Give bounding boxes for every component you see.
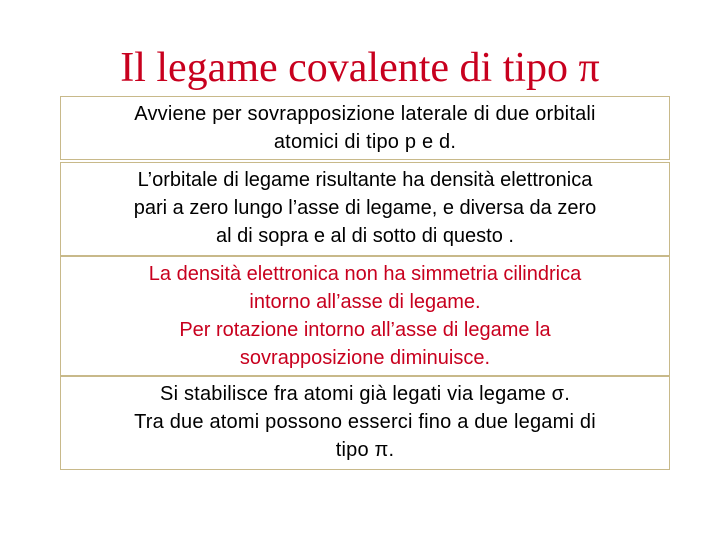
text-line: atomici di tipo p e d. (273, 131, 457, 153)
text-line: tipo π. (335, 439, 395, 461)
text-line: Avviene per sovrapposizione laterale di due orbitali (134, 103, 596, 125)
text-line: La densità elettronica non ha simmetria cilindrica (148, 263, 582, 285)
text-line: pari a zero lungo l’asse di legame, e diversa da zero (133, 197, 597, 219)
text-line: intorno all’asse di legame. (249, 291, 481, 313)
text-line: Tra due atomi possono esserci fino a due legami di (134, 411, 596, 433)
text-box-orbital-overlap (60, 96, 670, 160)
text-box-symmetry (60, 256, 670, 376)
text-line: al di sopra e al di sotto di questo . (216, 225, 514, 247)
text-line: Per rotazione intorno all’asse di legame la (179, 319, 551, 341)
text-line: sovrapposizione diminuisce. (239, 347, 491, 369)
text-line: L’orbitale di legame risultante ha densità elettronica (137, 169, 593, 191)
text-box-electron-density (60, 162, 670, 256)
text-line: Si stabilisce fra atomi già legati via legame σ. (160, 383, 570, 405)
slide-title: Il legame covalente di tipo π (120, 45, 600, 91)
text-box-bond-count (60, 376, 670, 470)
